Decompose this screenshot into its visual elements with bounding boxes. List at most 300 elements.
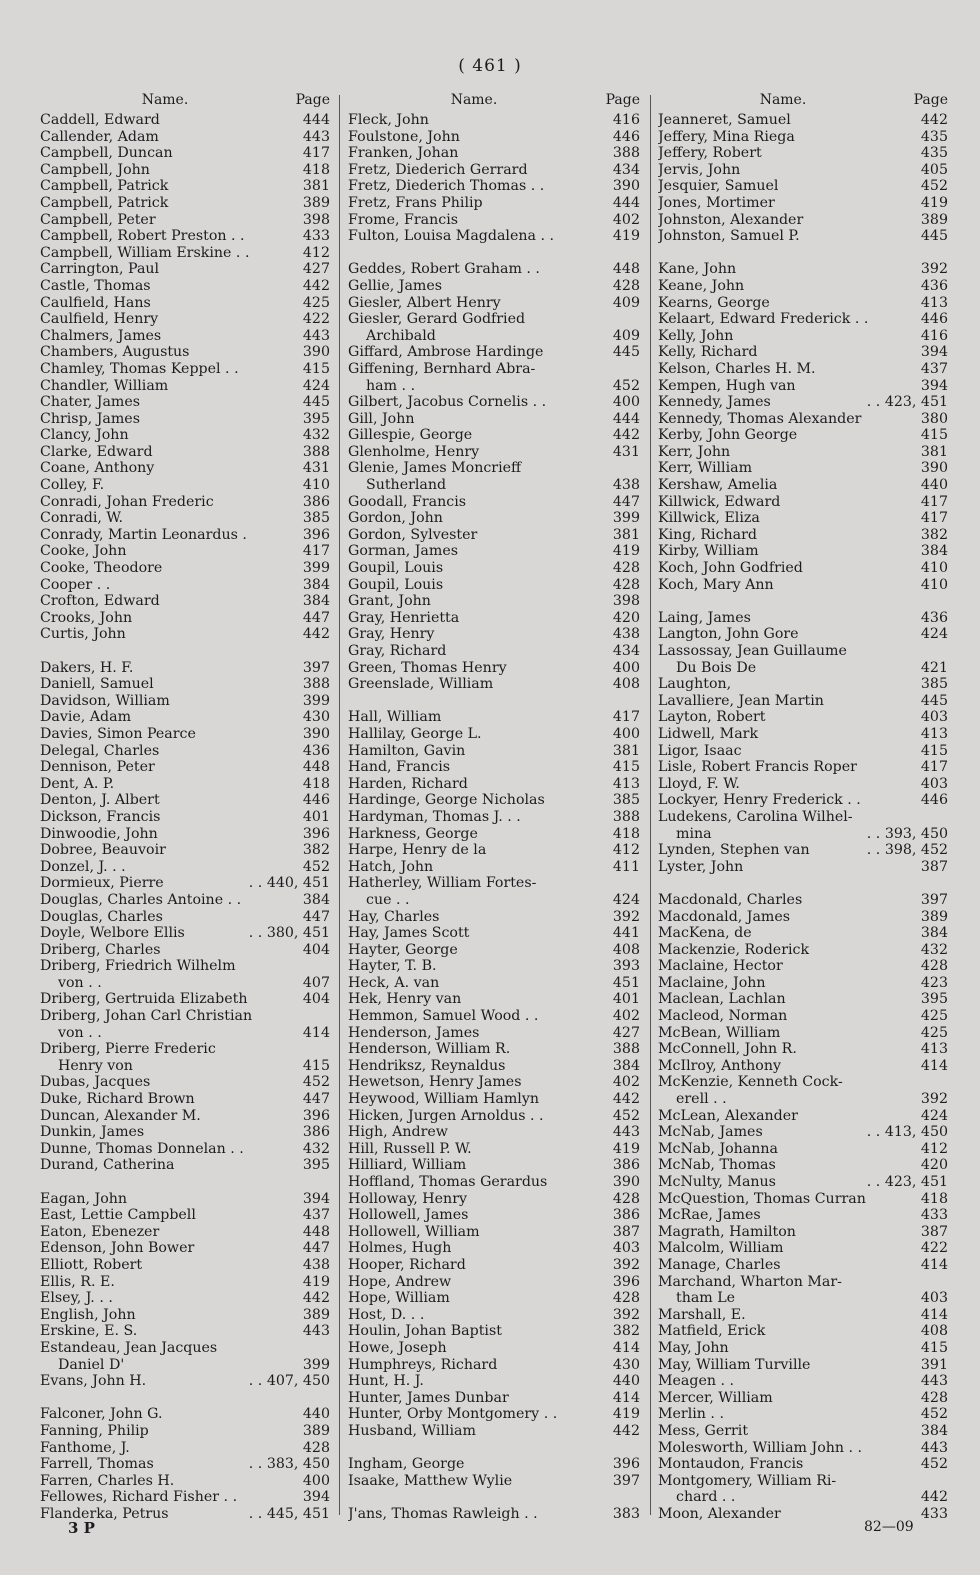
entry-page: 443 [302,1323,330,1340]
index-entry [40,676,330,693]
index-entry [348,378,640,395]
entry-page: . . 413, 450 [866,1124,948,1141]
index-entry [40,743,330,760]
index-entry [348,112,640,129]
index-entry [348,1357,640,1374]
entry-page: 444 [612,410,640,427]
entry-name: Laing, James [658,609,751,626]
entry-page: 434 [612,643,640,659]
index-entry [348,228,640,245]
entry-name: Clancy, John [40,427,129,444]
entry-name: Langton, John Gore [658,626,799,643]
entry-page: 427 [612,1024,640,1041]
entry-page: 418 [612,825,640,842]
index-entry [348,909,640,926]
entry-name: ham . . [366,377,416,394]
index-entry [348,925,640,942]
index-entry [658,344,948,361]
index-entry [658,1025,948,1042]
entry-name: Hoffland, Thomas Gerardus [348,1174,548,1190]
index-entry [348,1456,640,1473]
index-entry [658,195,948,212]
entry-page: 411 [612,858,640,875]
entry-page: 384 [302,576,330,593]
entry-name: Kempen, Hugh van [658,377,796,394]
index-entry [348,958,640,975]
entry-page: 445 [302,394,330,411]
entry-name: Husband, William [348,1422,476,1439]
entry-page: 440 [302,1406,330,1423]
entry-page: 446 [612,128,640,145]
entry-page: 432 [302,1140,330,1157]
entry-name: Giesler, Gerard Godfried [348,311,526,328]
entry-name: Hatherley, William Fortes- [348,875,537,892]
entry-page: 438 [612,477,640,494]
entry-name: Lloyd, F. W. [658,775,740,792]
section-gap [348,1440,640,1457]
entry-page: 400 [612,394,640,411]
entry-page: 434 [612,161,640,178]
entry-name: Conrady, Martin Leonardus . [40,526,247,543]
entry-page: 394 [920,377,948,394]
entry-page: 431 [302,460,330,477]
entry-page: 419 [612,1140,640,1157]
index-entry [348,1041,640,1058]
entry-name: Castle, Thomas [40,277,151,294]
entry-name: Gordon, Sylvester [348,526,478,543]
entry-page: 428 [612,1190,640,1207]
entry-name: Hayter, T. B. [348,958,437,975]
index-entry [658,743,948,760]
entry-name: Chamley, Thomas Keppel . . [40,360,239,377]
entry-page: 401 [302,808,330,825]
index-entry [348,1340,640,1357]
entry-page: 438 [302,1256,330,1273]
index-entry [658,1373,948,1390]
index-entry [40,1373,330,1390]
index-entry [348,1124,640,1141]
index-entry [40,859,330,876]
entry-name: Killwick, Eliza [658,510,760,527]
entry-page: 446 [302,792,330,809]
entry-name: English, John [40,1306,136,1323]
entry-name: erell . . [676,1091,727,1108]
entry-page: 445 [612,344,640,361]
index-entry [658,1108,948,1125]
entry-name: Hatch, John [348,858,434,875]
entry-page: 448 [302,759,330,776]
index-entry [658,942,948,959]
index-entry [40,1157,330,1174]
index-entry [348,1058,640,1075]
entry-page: 442 [920,1489,948,1506]
index-entry [40,1340,330,1357]
entry-name: Hope, Andrew [348,1273,452,1290]
index-entry [40,1423,330,1440]
index-entry [348,892,640,909]
entry-name: Kearns, George [658,294,770,311]
index-entry [348,1108,640,1125]
entry-page: . . 398, 452 [866,842,948,859]
entry-page: 413 [920,1041,948,1058]
entry-name: McBean, William [658,1024,781,1041]
entry-name: Fretz, Diederich Thomas . . [348,178,545,195]
entry-name: Howe, Joseph [348,1339,447,1356]
entry-name: Henderson, James [348,1024,480,1041]
entry-page: . . 423, 451 [866,1174,948,1190]
entry-page: . . 383, 450 [248,1456,330,1473]
entry-page: 419 [612,228,640,245]
index-entry [40,776,330,793]
index-entry [348,991,640,1008]
entry-name: Johnston, Alexander [658,211,804,228]
entry-name: McNab, Thomas [658,1157,776,1174]
index-entry [40,593,330,610]
entry-page: 382 [920,526,948,543]
entry-page: 414 [920,1057,948,1074]
entry-name: Hardinge, George Nicholas [348,792,545,809]
index-entry [348,195,640,212]
column-divider [339,95,340,1515]
entry-page: 418 [302,775,330,792]
entry-name: Elsey, J. . . [40,1290,113,1307]
index-entry [40,709,330,726]
entry-page: 387 [612,1223,640,1240]
index-entry [348,1191,640,1208]
entry-name: Dakers, H. F. [40,659,134,676]
entry-name: Matfield, Erick [658,1323,766,1340]
index-entry [348,626,640,643]
entry-name: Meagen . . [658,1373,735,1390]
index-entry [40,1141,330,1158]
entry-page: 442 [302,626,330,643]
index-entry [40,1489,330,1506]
entry-name: cue . . [366,891,410,908]
entry-name: Evans, John H. [40,1373,147,1390]
entry-name: Kerr, John [658,443,731,460]
index-entry [658,427,948,444]
entry-page: 436 [920,609,948,626]
index-entry [658,709,948,726]
index-entry [348,1406,640,1423]
entry-page: 412 [920,1140,948,1157]
entry-name: Koch, Mary Ann [658,576,774,593]
index-entry [658,610,948,627]
index-entry [40,610,330,627]
entry-page: 390 [920,460,948,477]
index-entry [40,1274,330,1291]
entry-page: 399 [302,692,330,709]
entry-page: 446 [920,311,948,328]
index-entry [348,826,640,843]
name-header: Name. [759,92,807,108]
entry-name: Campbell, Peter [40,211,156,228]
index-entry [40,411,330,428]
index-entry [40,942,330,959]
index-entry [40,925,330,942]
entry-name: Dormieux, Pierre [40,875,164,892]
entry-page: 403 [920,775,948,792]
index-entry [658,129,948,146]
index-entry [658,1456,948,1473]
index-entry [658,577,948,594]
entry-page: 407 [302,974,330,991]
index-entry [658,759,948,776]
entry-name: May, William Turville [658,1356,811,1373]
index-entry [658,378,948,395]
entry-name: Montaudon, Francis [658,1456,804,1473]
entry-name: Cooper . . [40,576,111,593]
index-entry [658,311,948,328]
index-entry [658,991,948,1008]
entry-name: Kelly, Richard [658,344,758,361]
entry-page: 400 [612,659,640,676]
entry-page: 428 [302,1439,330,1456]
index-entry [658,975,948,992]
entry-page: 415 [302,1057,330,1074]
index-entry [348,1390,640,1407]
entry-name: Hunt, H. J. [348,1373,424,1390]
entry-name: Keane, John [658,277,745,294]
entry-page: 408 [612,676,640,693]
entry-name: Campbell, Duncan [40,145,173,162]
entry-page: 423 [920,974,948,991]
entry-name: Frome, Francis [348,211,459,228]
entry-page: 408 [920,1323,948,1340]
entry-name: Driberg, Gertruida Elizabeth [40,991,248,1008]
entry-name: Campbell, Patrick [40,194,169,211]
entry-name: Goupil, Louis [348,560,444,577]
entry-page: . . 440, 451 [248,875,330,892]
entry-page: 398 [302,211,330,228]
entry-name: Heck, A. van [348,974,440,991]
entry-page: 392 [920,261,948,278]
index-entry [348,1008,640,1025]
name-header: Name. [450,92,498,108]
entry-page: 402 [612,1008,640,1025]
index-entry [40,543,330,560]
entry-name: Malcolm, William [658,1240,784,1257]
index-entry [348,875,640,892]
entry-name: Fanthome, J. [40,1439,130,1456]
index-entry [348,460,640,477]
index-entry [40,195,330,212]
entry-page: 403 [920,1290,948,1307]
entry-name: Hay, Charles [348,908,440,925]
index-entry [40,1124,330,1141]
entry-page: 416 [612,112,640,128]
entry-page: 391 [920,1356,948,1373]
index-entry [658,178,948,195]
index-entry [658,909,948,926]
entry-name: Driberg, Friedrich Wilhelm [40,958,236,975]
index-entry [40,112,330,129]
entry-name: Fretz, Diederich Gerrard [348,161,528,178]
entry-name: McConnell, John R. [658,1041,797,1058]
index-entry [658,1124,948,1141]
entry-page: 395 [920,991,948,1008]
entry-page: 433 [302,228,330,245]
index-entry [40,477,330,494]
index-entry [40,909,330,926]
entry-name: Heywood, William Hamlyn [348,1091,539,1108]
index-entry [40,1323,330,1340]
index-column-2 [348,90,640,1522]
entry-page: 417 [920,510,948,527]
entry-name: Clarke, Edward [40,443,153,460]
entry-name: Farren, Charles H. [40,1472,175,1489]
index-entry [40,1008,330,1025]
entry-name: Fleck, John [348,112,429,128]
index-entry [348,1207,640,1224]
index-entry [40,1357,330,1374]
index-entry [40,726,330,743]
entry-page: 381 [612,742,640,759]
entry-page: 413 [920,294,948,311]
index-entry [658,1340,948,1357]
index-entry [348,311,640,328]
entry-name: Kerby, John George [658,427,798,444]
entry-page: 418 [302,161,330,178]
entry-name: Henderson, William R. [348,1041,511,1058]
entry-page: 387 [920,858,948,875]
index-entry [40,826,330,843]
index-entry [348,709,640,726]
entry-name: Gellie, James [348,277,443,294]
entry-name: Killwick, Edward [658,493,781,510]
entry-name: Kelson, Charles H. M. [658,360,816,377]
entry-page: 386 [612,1157,640,1174]
index-entry [348,1074,640,1091]
entry-name: Harkness, George [348,825,478,842]
entry-name: Lassossay, Jean Guillaume [658,643,847,659]
index-entry [348,361,640,378]
entry-page: 403 [612,1240,640,1257]
index-entry [348,411,640,428]
entry-name: Doyle, Welbore Ellis [40,925,185,942]
entry-page: 389 [920,211,948,228]
entry-name: Fanning, Philip [40,1422,149,1439]
index-entry [348,577,640,594]
index-entry [348,1423,640,1440]
index-entry [348,1506,640,1523]
entry-page: 444 [612,194,640,211]
index-entry [40,560,330,577]
entry-page: 400 [302,1472,330,1489]
index-entry [658,162,948,179]
section-gap [40,1390,330,1407]
entry-name: Denton, J. Albert [40,792,160,809]
index-entry [40,1290,330,1307]
entry-name: Moon, Alexander [658,1505,781,1522]
index-entry [658,510,948,527]
entry-name: Harpe, Henry de la [348,842,487,859]
entry-name: Lynden, Stephen van [658,842,810,859]
entry-name: Ludekens, Carolina Wilhel- [658,808,853,825]
entry-page: 447 [302,609,330,626]
entry-page: 436 [302,742,330,759]
index-entry [348,593,640,610]
index-entry [40,626,330,643]
entry-name: Holmes, Hugh [348,1240,452,1257]
entry-name: Dent, A. P. [40,775,115,792]
index-entry [348,394,640,411]
entry-page: 443 [612,1124,640,1141]
index-entry [348,1257,640,1274]
entry-name: Harden, Richard [348,775,468,792]
index-entry [658,1041,948,1058]
entry-name: Hollowell, William [348,1223,480,1240]
entry-name: Caddell, Edward [40,112,160,128]
entry-page: 424 [612,891,640,908]
print-code: 82—09 [864,1519,914,1535]
index-entry [348,560,640,577]
entry-name: Jeffery, Robert [658,145,762,162]
entry-page: 388 [612,145,640,162]
entry-page: 388 [612,1041,640,1058]
index-entry [658,1074,948,1091]
entry-page: 388 [302,676,330,693]
entry-name: Giffening, Bernhard Abra- [348,360,536,377]
entry-name: Fretz, Frans Philip [348,194,483,211]
index-entry [348,444,640,461]
index-entry [658,1058,948,1075]
entry-name: McNab, Johanna [658,1140,779,1157]
entry-name: Estandeau, Jean Jacques [40,1339,218,1356]
entry-page: 385 [612,792,640,809]
index-entry [40,693,330,710]
entry-page: 390 [302,344,330,361]
entry-name: Hardyman, Thomas J. . . [348,808,521,825]
entry-name: McRae, James [658,1207,761,1224]
page-header: Page [295,92,330,108]
index-entry [348,427,640,444]
entry-page: 396 [612,1456,640,1473]
index-entry [348,477,640,494]
entry-page: . . 393, 450 [866,825,948,842]
entry-name: Hewetson, Henry James [348,1074,522,1091]
entry-page: 381 [612,526,640,543]
entry-page: 424 [920,626,948,643]
index-entry [658,842,948,859]
index-entry [40,162,330,179]
index-entry [658,776,948,793]
entry-page: 419 [612,543,640,560]
entry-page: 414 [920,1256,948,1273]
entry-name: Maclean, Lachlan [658,991,786,1008]
index-entry [348,676,640,693]
entry-name: J'ans, Thomas Rawleigh . . [348,1505,538,1522]
index-entry [40,460,330,477]
entry-name: Colley, F. [40,477,105,494]
entry-page: . . 423, 451 [866,394,948,411]
entry-page: 428 [612,277,640,294]
entry-name: Erskine, E. S. [40,1323,138,1340]
index-entry [40,378,330,395]
entry-page: 384 [920,925,948,942]
entry-name: Hollowell, James [348,1207,469,1224]
entry-page: 382 [302,842,330,859]
entry-page: 392 [612,1306,640,1323]
entry-page: 417 [302,145,330,162]
entry-page: 442 [612,427,640,444]
entry-name: Hooper, Richard [348,1256,466,1273]
index-entry [658,1174,948,1191]
entry-name: mina [676,825,712,842]
entry-name: Isaake, Matthew Wylie [348,1472,513,1489]
entry-page: 452 [920,1406,948,1423]
index-entry [40,958,330,975]
